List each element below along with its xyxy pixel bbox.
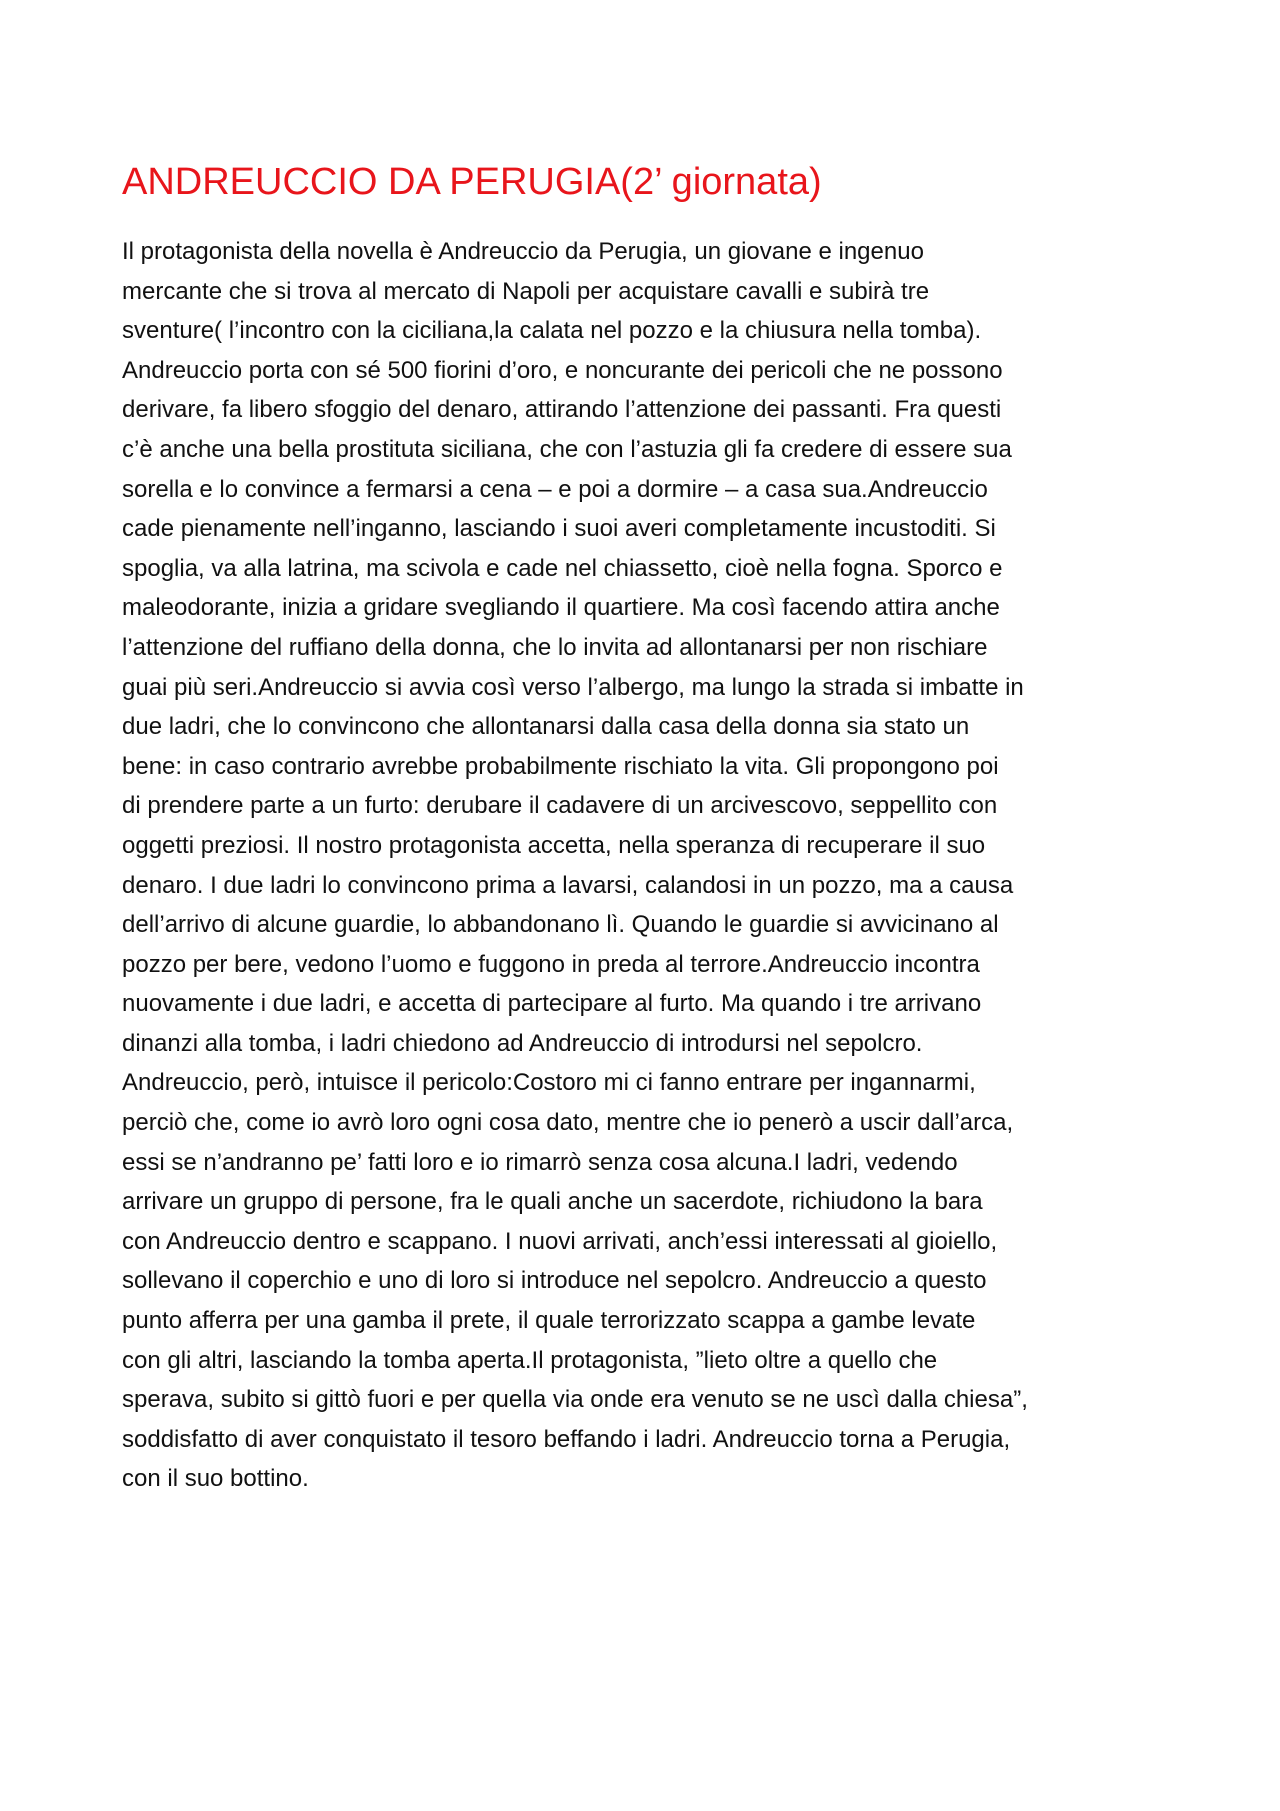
- body-line: cade pienamente nell’inganno, lasciando i suoi averi completamente incustoditi. Si: [122, 515, 996, 543]
- body-line: guai più seri.Andreuccio si avvia così verso l’albergo, ma lungo la strada si imbatte in: [122, 673, 1024, 701]
- body-line: sorella e lo convince a fermarsi a cena – e poi a dormire – a casa sua.Andreuccio: [122, 475, 988, 503]
- body-line: essi se n’andranno pe’ fatti loro e io rimarrò senza cosa alcuna.I ladri, vedendo: [122, 1148, 958, 1176]
- body-line: c’è anche una bella prostituta siciliana, che con l’astuzia gli fa credere di essere sua: [122, 435, 1012, 463]
- body-line: due ladri, che lo convincono che allontanarsi dalla casa della donna sia stato un: [122, 713, 970, 741]
- document-title: ANDREUCCIO DA PERUGIA(2’ giornata): [122, 161, 822, 203]
- body-line: l’attenzione del ruffiano della donna, che lo invita ad allontanarsi per non rischiare: [122, 633, 988, 661]
- body-line: soddisfatto di aver conquistato il tesoro beffando i ladri. Andreuccio torna a Perugia,: [122, 1425, 1011, 1453]
- body-line: punto afferra per una gamba il prete, il quale terrorizzato scappa a gambe levate: [122, 1307, 976, 1335]
- body-line: pozzo per bere, vedono l’uomo e fuggono in preda al terrore.Andreuccio incontra: [122, 950, 980, 978]
- body-line: mercante che si trova al mercato di Napoli per acquistare cavalli e subirà tre: [122, 277, 930, 305]
- body-line: dell’arrivo di alcune guardie, lo abbandonano lì. Quando le guardie si avvicinano al: [122, 911, 999, 939]
- body-line: bene: in caso contrario avrebbe probabilmente rischiato la vita. Gli propongono poi: [122, 752, 999, 780]
- body-line: derivare, fa libero sfoggio del denaro, attirando l’attenzione dei passanti. Fra questi: [122, 396, 1002, 424]
- body-line: Andreuccio, però, intuisce il pericolo:Costoro mi ci fanno entrare per ingannarmi,: [122, 1069, 976, 1097]
- body-line: sventure( l’incontro con la ciciliana,la calata nel pozzo e la chiusura nella tomba).: [122, 317, 982, 345]
- body-line: sollevano il coperchio e uno di loro si introduce nel sepolcro. Andreuccio a questo: [122, 1267, 987, 1295]
- body-line: oggetti preziosi. Il nostro protagonista accetta, nella speranza di recuperare il suo: [122, 831, 986, 859]
- body-line: spoglia, va alla latrina, ma scivola e cade nel chiassetto, cioè nella fogna. Sporco e: [122, 554, 1003, 582]
- body-line: arrivare un gruppo di persone, fra le quali anche un sacerdote, richiudono la bara: [122, 1188, 983, 1216]
- body-line: Andreuccio porta con sé 500 fiorini d’oro, e noncurante dei pericoli che ne possono: [122, 356, 1003, 384]
- body-line: con il suo bottino.: [122, 1465, 309, 1493]
- body-line: maleodorante, inizia a gridare svegliando il quartiere. Ma così facendo attira anche: [122, 594, 1000, 622]
- body-line: dinanzi alla tomba, i ladri chiedono ad Andreuccio di introdursi nel sepolcro.: [122, 1029, 923, 1057]
- body-line: con gli altri, lasciando la tomba aperta.Il protagonista, ”lieto oltre a quello che: [122, 1346, 938, 1374]
- body-line: sperava, subito si gittò fuori e per quella via onde era venuto se ne uscì dalla chiesa”,: [122, 1386, 1028, 1414]
- body-line: denaro. I due ladri lo convincono prima a lavarsi, calandosi in un pozzo, ma a causa: [122, 871, 1014, 899]
- body-line: di prendere parte a un furto: derubare il cadavere di un arcivescovo, seppellito con: [122, 792, 998, 820]
- body-line: Il protagonista della novella è Andreuccio da Perugia, un giovane e ingenuo: [122, 238, 924, 265]
- body-line: con Andreuccio dentro e scappano. I nuovi arrivati, anch’essi interessati al gioiello,: [122, 1227, 998, 1255]
- body-line: perciò che, come io avrò loro ogni cosa dato, mentre che io penerò a uscir dall’arca,: [122, 1109, 1014, 1137]
- document-body: [122, 232, 1182, 1499]
- body-line: nuovamente i due ladri, e accetta di partecipare al furto. Ma quando i tre arrivano: [122, 990, 982, 1018]
